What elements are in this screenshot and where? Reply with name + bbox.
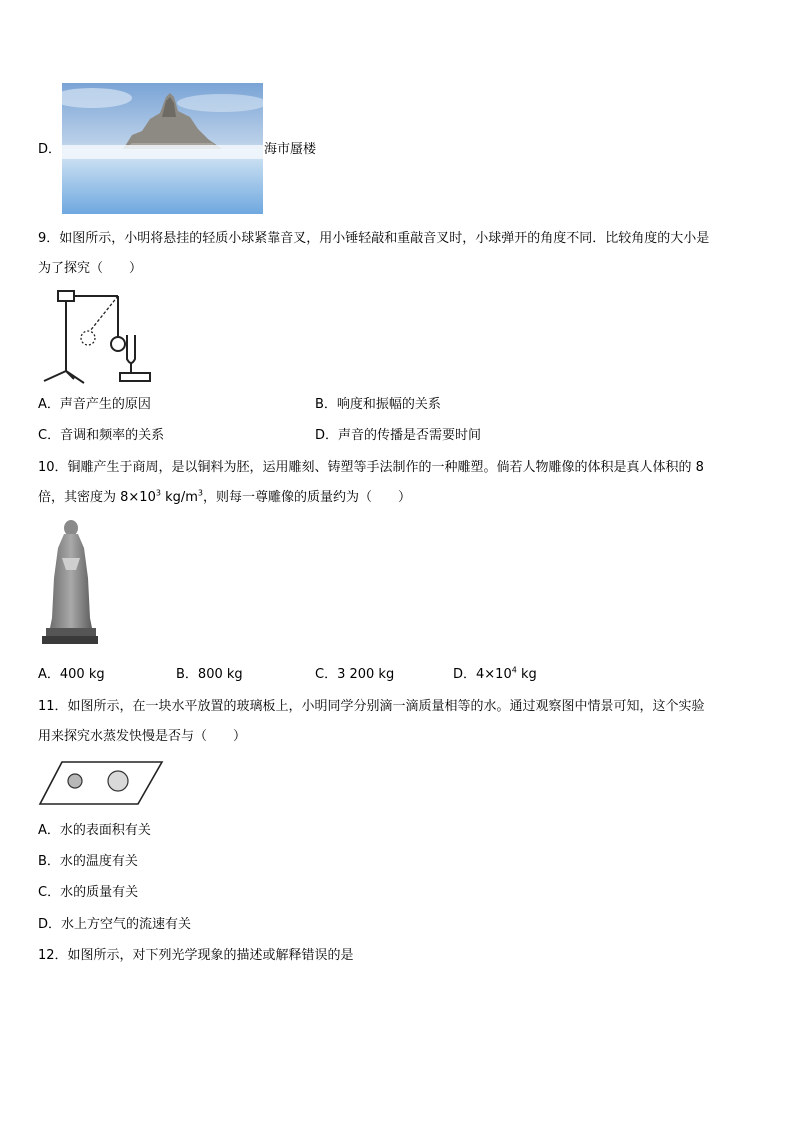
q10-option-d <box>453 667 537 683</box>
q11-stem-line2: 用来探究水蒸发快慢是否与（ ） <box>38 729 247 744</box>
q11-stem-line1: 11．如图所示，在一块水平放置的玻璃板上，小明同学分别滴一滴质量相等的水。通过观察图中情景可知，这个实验 <box>38 699 705 714</box>
q10-density-exponent: 3 <box>155 488 161 498</box>
q11-option-a: A．水的表面积有关 <box>38 823 151 838</box>
bronze-statue-figure <box>40 518 100 646</box>
q11-option-d: D．水上方空气的流速有关 <box>38 917 192 932</box>
q10-stem-line2-post: ，则每一尊雕像的质量约为（ ） <box>203 490 412 505</box>
q10-option-c: C．3 200 kg <box>315 667 395 682</box>
q9-stem-line2: 为了探究（ ） <box>38 261 143 276</box>
q10-stem-line1: 10．铜雕产生于商周，是以铜料为胚，运用雕刻、铸塑等手法制作的一种雕塑。倘若人物雕像的体积是真人体积的 8 <box>38 460 704 475</box>
q10-density-unit: kg/m <box>160 490 198 505</box>
q8-option-d-caption: 海市蜃楼 <box>264 142 317 157</box>
mirage-castle-image <box>62 83 263 214</box>
q12-stem-line1: 12．如图所示，对下列光学现象的描述或解释错误的是 <box>38 948 354 963</box>
q10-stem-line2-pre: 倍，其密度为 8×10 <box>38 490 156 505</box>
q9-stem-line1: 9．如图所示，小明将悬挂的轻质小球紧靠音叉，用小锤轻敲和重敲音叉时，小球弹开的角度不同．比较角度的大小是 <box>38 231 710 246</box>
q9-option-b: B．响度和振幅的关系 <box>315 397 441 412</box>
q10-option-a: A．400 kg <box>38 667 105 682</box>
q10-option-b: B．800 kg <box>176 667 243 682</box>
q10-stem-line2 <box>38 490 411 506</box>
tuning-fork-apparatus-figure <box>38 287 156 387</box>
q9-option-c: C．音调和频率的关系 <box>38 428 165 443</box>
q8-option-d-label: D． <box>38 142 62 157</box>
glass-plate-water-drops-figure <box>38 760 164 806</box>
q10-option-d-pre: D．4×10 <box>453 667 512 682</box>
q9-option-a: A．声音产生的原因 <box>38 397 151 412</box>
q10-unit-exponent: 3 <box>197 488 203 498</box>
q11-option-c: C．水的质量有关 <box>38 885 139 900</box>
q10-option-d-exponent: 4 <box>511 665 517 675</box>
q10-option-d-post: kg <box>516 667 537 682</box>
q9-option-d: D．声音的传播是否需要时间 <box>315 428 482 443</box>
q11-option-b: B．水的温度有关 <box>38 854 138 869</box>
